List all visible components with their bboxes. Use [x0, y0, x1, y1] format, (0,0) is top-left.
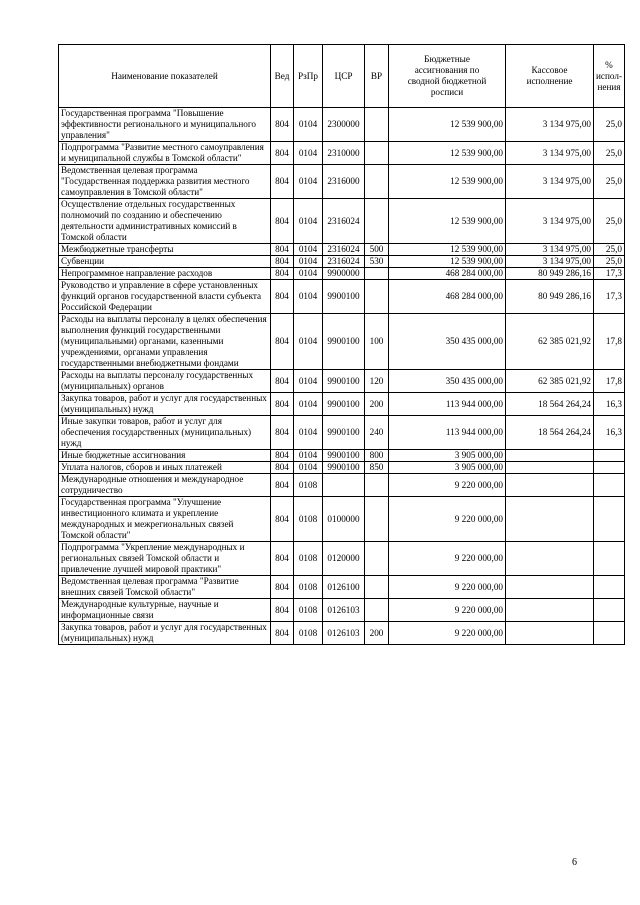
cell-budget: 113 944 000,00: [389, 393, 506, 416]
cell-cash: 80 949 286,16: [506, 280, 594, 314]
cell-name: Осуществление отдельных государственных полномочий по созданию и обеспечению деятельности административных комиссий в Томской области: [59, 199, 271, 244]
cell-vr: 500: [365, 244, 389, 256]
cell-name: Ведомственная целевая программа "Государственная поддержка развития местного самоуправления в Томской области": [59, 165, 271, 199]
cell-pct: 17,8: [594, 370, 625, 393]
cell-pct: 16,3: [594, 416, 625, 450]
cell-csr: 9900100: [323, 280, 365, 314]
cell-vr: [365, 165, 389, 199]
cell-csr: 9900100: [323, 393, 365, 416]
cell-ved: 804: [271, 497, 294, 542]
cell-ved: 804: [271, 370, 294, 393]
cell-cash: [506, 497, 594, 542]
cell-cash: 18 564 264,24: [506, 393, 594, 416]
cell-vr: 240: [365, 416, 389, 450]
cell-cash: [506, 450, 594, 462]
cell-budget: 468 284 000,00: [389, 280, 506, 314]
cell-budget: 350 435 000,00: [389, 314, 506, 370]
cell-pct: [594, 622, 625, 645]
cell-name: Расходы на выплаты персоналу государственных (муниципальных) органов: [59, 370, 271, 393]
cell-ved: 804: [271, 416, 294, 450]
cell-rzpr: 0104: [294, 165, 323, 199]
cell-pct: 25,0: [594, 142, 625, 165]
cell-budget: 9 220 000,00: [389, 599, 506, 622]
cell-pct: [594, 542, 625, 576]
cell-cash: 62 385 021,92: [506, 370, 594, 393]
cell-ved: 804: [271, 474, 294, 497]
cell-cash: 3 134 975,00: [506, 256, 594, 268]
cell-rzpr: 0108: [294, 474, 323, 497]
table-row: [59, 393, 625, 416]
cell-name: Государственная программа "Улучшение инвестиционного климата и укрепление международных и межрегиональных связей Томской области": [59, 497, 271, 542]
cell-budget: 9 220 000,00: [389, 542, 506, 576]
cell-csr: 9900100: [323, 314, 365, 370]
cell-vr: [365, 108, 389, 142]
cell-pct: 25,0: [594, 244, 625, 256]
cell-rzpr: 0104: [294, 370, 323, 393]
cell-pct: [594, 599, 625, 622]
header-vr: ВР: [365, 45, 389, 108]
cell-rzpr: 0104: [294, 393, 323, 416]
cell-csr: 2316024: [323, 244, 365, 256]
table-row: [59, 450, 625, 462]
cell-csr: 2316024: [323, 256, 365, 268]
cell-vr: [365, 497, 389, 542]
header-rzpr: РзПр: [294, 45, 323, 108]
cell-csr: 2316000: [323, 165, 365, 199]
table-row: [59, 165, 625, 199]
cell-rzpr: 0104: [294, 450, 323, 462]
cell-vr: 530: [365, 256, 389, 268]
cell-rzpr: 0104: [294, 416, 323, 450]
cell-csr: [323, 474, 365, 497]
cell-rzpr: 0108: [294, 576, 323, 599]
cell-csr: 0126100: [323, 576, 365, 599]
cell-rzpr: 0104: [294, 256, 323, 268]
cell-budget: 12 539 900,00: [389, 199, 506, 244]
cell-rzpr: 0104: [294, 280, 323, 314]
table-body: [59, 108, 625, 645]
cell-rzpr: 0108: [294, 622, 323, 645]
cell-name: Иные закупки товаров, работ и услуг для обеспечения государственных (муниципальных) нужд: [59, 416, 271, 450]
cell-csr: 2310000: [323, 142, 365, 165]
header-cash: Кассовое исполнение: [506, 45, 594, 108]
cell-vr: [365, 199, 389, 244]
cell-ved: 804: [271, 165, 294, 199]
header-name: Наименование показателей: [59, 45, 271, 108]
cell-cash: 18 564 264,24: [506, 416, 594, 450]
table-row: [59, 576, 625, 599]
cell-cash: [506, 462, 594, 474]
cell-pct: 25,0: [594, 256, 625, 268]
cell-cash: 3 134 975,00: [506, 244, 594, 256]
cell-name: Закупка товаров, работ и услуг для государственных (муниципальных) нужд: [59, 622, 271, 645]
cell-pct: 17,3: [594, 280, 625, 314]
cell-budget: 12 539 900,00: [389, 142, 506, 165]
header-pct: % испол-нения: [594, 45, 625, 108]
cell-ved: 804: [271, 142, 294, 165]
cell-rzpr: 0104: [294, 108, 323, 142]
cell-budget: 12 539 900,00: [389, 165, 506, 199]
cell-pct: [594, 462, 625, 474]
cell-vr: [365, 142, 389, 165]
cell-name: Международные культурные, научные и информационные связи: [59, 599, 271, 622]
cell-name: Руководство и управление в сфере установленных функций органов государственной власти субъекта Российской Федерации: [59, 280, 271, 314]
cell-ved: 804: [271, 622, 294, 645]
cell-cash: 80 949 286,16: [506, 268, 594, 280]
cell-pct: [594, 497, 625, 542]
cell-budget: 3 905 000,00: [389, 450, 506, 462]
cell-name: Подпрограмма "Укрепление международных и региональных связей Томской области и привлечение лучшей мировой практики": [59, 542, 271, 576]
cell-cash: 3 134 975,00: [506, 108, 594, 142]
cell-rzpr: 0104: [294, 268, 323, 280]
cell-name: Иные бюджетные ассигнования: [59, 450, 271, 462]
cell-vr: [365, 268, 389, 280]
cell-budget: 12 539 900,00: [389, 256, 506, 268]
cell-csr: 0120000: [323, 542, 365, 576]
cell-csr: 9900100: [323, 416, 365, 450]
cell-ved: 804: [271, 393, 294, 416]
cell-vr: 800: [365, 450, 389, 462]
header-budget: Бюджетные ассигнования по сводной бюджетной росписи: [389, 45, 506, 108]
cell-cash: [506, 622, 594, 645]
cell-rzpr: 0108: [294, 497, 323, 542]
cell-ved: 804: [271, 108, 294, 142]
table-row: [59, 268, 625, 280]
cell-vr: 850: [365, 462, 389, 474]
cell-csr: 9900000: [323, 268, 365, 280]
page-number: 6: [572, 857, 577, 868]
cell-cash: 3 134 975,00: [506, 199, 594, 244]
cell-budget: 350 435 000,00: [389, 370, 506, 393]
cell-vr: [365, 474, 389, 497]
cell-name: Расходы на выплаты персоналу в целях обеспечения выполнения функций государственными (муниципальными) органами, казенными учреждениями, органами управления государственными внебюджетными фондами: [59, 314, 271, 370]
table-row: [59, 370, 625, 393]
table-row: [59, 199, 625, 244]
table-row: [59, 416, 625, 450]
cell-cash: [506, 576, 594, 599]
cell-budget: 3 905 000,00: [389, 462, 506, 474]
cell-ved: 804: [271, 599, 294, 622]
cell-budget: 9 220 000,00: [389, 622, 506, 645]
cell-budget: 9 220 000,00: [389, 497, 506, 542]
cell-ved: 804: [271, 314, 294, 370]
cell-cash: [506, 542, 594, 576]
cell-rzpr: 0108: [294, 599, 323, 622]
cell-name: Ведомственная целевая программа "Развитие внешних связей Томской области": [59, 576, 271, 599]
cell-csr: 0100000: [323, 497, 365, 542]
cell-ved: 804: [271, 450, 294, 462]
cell-vr: [365, 576, 389, 599]
cell-budget: 12 539 900,00: [389, 108, 506, 142]
cell-pct: 25,0: [594, 199, 625, 244]
cell-cash: 3 134 975,00: [506, 165, 594, 199]
cell-pct: [594, 450, 625, 462]
cell-ved: 804: [271, 576, 294, 599]
cell-pct: 17,3: [594, 268, 625, 280]
table-row: [59, 244, 625, 256]
table-row: [59, 497, 625, 542]
cell-vr: 100: [365, 314, 389, 370]
cell-csr: 2300000: [323, 108, 365, 142]
table-row: [59, 542, 625, 576]
cell-cash: [506, 474, 594, 497]
cell-pct: [594, 474, 625, 497]
cell-pct: 17,8: [594, 314, 625, 370]
table-row: [59, 108, 625, 142]
cell-cash: [506, 599, 594, 622]
cell-budget: 9 220 000,00: [389, 474, 506, 497]
cell-pct: 25,0: [594, 165, 625, 199]
cell-vr: [365, 280, 389, 314]
cell-vr: [365, 542, 389, 576]
table-row: [59, 599, 625, 622]
cell-budget: 468 284 000,00: [389, 268, 506, 280]
cell-rzpr: 0104: [294, 244, 323, 256]
cell-pct: [594, 576, 625, 599]
table-row: [59, 622, 625, 645]
cell-vr: 120: [365, 370, 389, 393]
cell-budget: 113 944 000,00: [389, 416, 506, 450]
cell-name: Государственная программа "Повышение эффективности регионального и муниципального управления": [59, 108, 271, 142]
table-row: [59, 474, 625, 497]
cell-ved: 804: [271, 244, 294, 256]
cell-name: Межбюджетные трансферты: [59, 244, 271, 256]
table-header-row: [59, 45, 625, 108]
cell-ved: 804: [271, 280, 294, 314]
cell-name: Международные отношения и международное сотрудничество: [59, 474, 271, 497]
header-ved: Вед: [271, 45, 294, 108]
cell-ved: 804: [271, 268, 294, 280]
cell-name: Подпрограмма "Развитие местного самоуправления и муниципальной службы в Томской области": [59, 142, 271, 165]
cell-vr: [365, 599, 389, 622]
cell-cash: 62 385 021,92: [506, 314, 594, 370]
cell-ved: 804: [271, 256, 294, 268]
cell-name: Субвенции: [59, 256, 271, 268]
cell-name: Уплата налогов, сборов и иных платежей: [59, 462, 271, 474]
cell-rzpr: 0104: [294, 142, 323, 165]
cell-budget: 12 539 900,00: [389, 244, 506, 256]
cell-vr: 200: [365, 393, 389, 416]
cell-rzpr: 0104: [294, 199, 323, 244]
cell-rzpr: 0104: [294, 462, 323, 474]
table-row: [59, 280, 625, 314]
cell-csr: 0126103: [323, 622, 365, 645]
table-row: [59, 462, 625, 474]
cell-vr: 200: [365, 622, 389, 645]
cell-budget: 9 220 000,00: [389, 576, 506, 599]
cell-rzpr: 0104: [294, 314, 323, 370]
cell-ved: 804: [271, 462, 294, 474]
table-row: [59, 256, 625, 268]
cell-csr: 9900100: [323, 462, 365, 474]
cell-ved: 804: [271, 542, 294, 576]
cell-rzpr: 0108: [294, 542, 323, 576]
cell-pct: 16,3: [594, 393, 625, 416]
cell-pct: 25,0: [594, 108, 625, 142]
cell-csr: 2316024: [323, 199, 365, 244]
cell-cash: 3 134 975,00: [506, 142, 594, 165]
cell-csr: 9900100: [323, 370, 365, 393]
table-row: [59, 142, 625, 165]
budget-execution-table: [58, 44, 625, 645]
cell-name: Закупка товаров, работ и услуг для государственных (муниципальных) нужд: [59, 393, 271, 416]
cell-name: Непрограммное направление расходов: [59, 268, 271, 280]
table-row: [59, 314, 625, 370]
cell-ved: 804: [271, 199, 294, 244]
header-csr: ЦСР: [323, 45, 365, 108]
cell-csr: 0126103: [323, 599, 365, 622]
cell-csr: 9900100: [323, 450, 365, 462]
